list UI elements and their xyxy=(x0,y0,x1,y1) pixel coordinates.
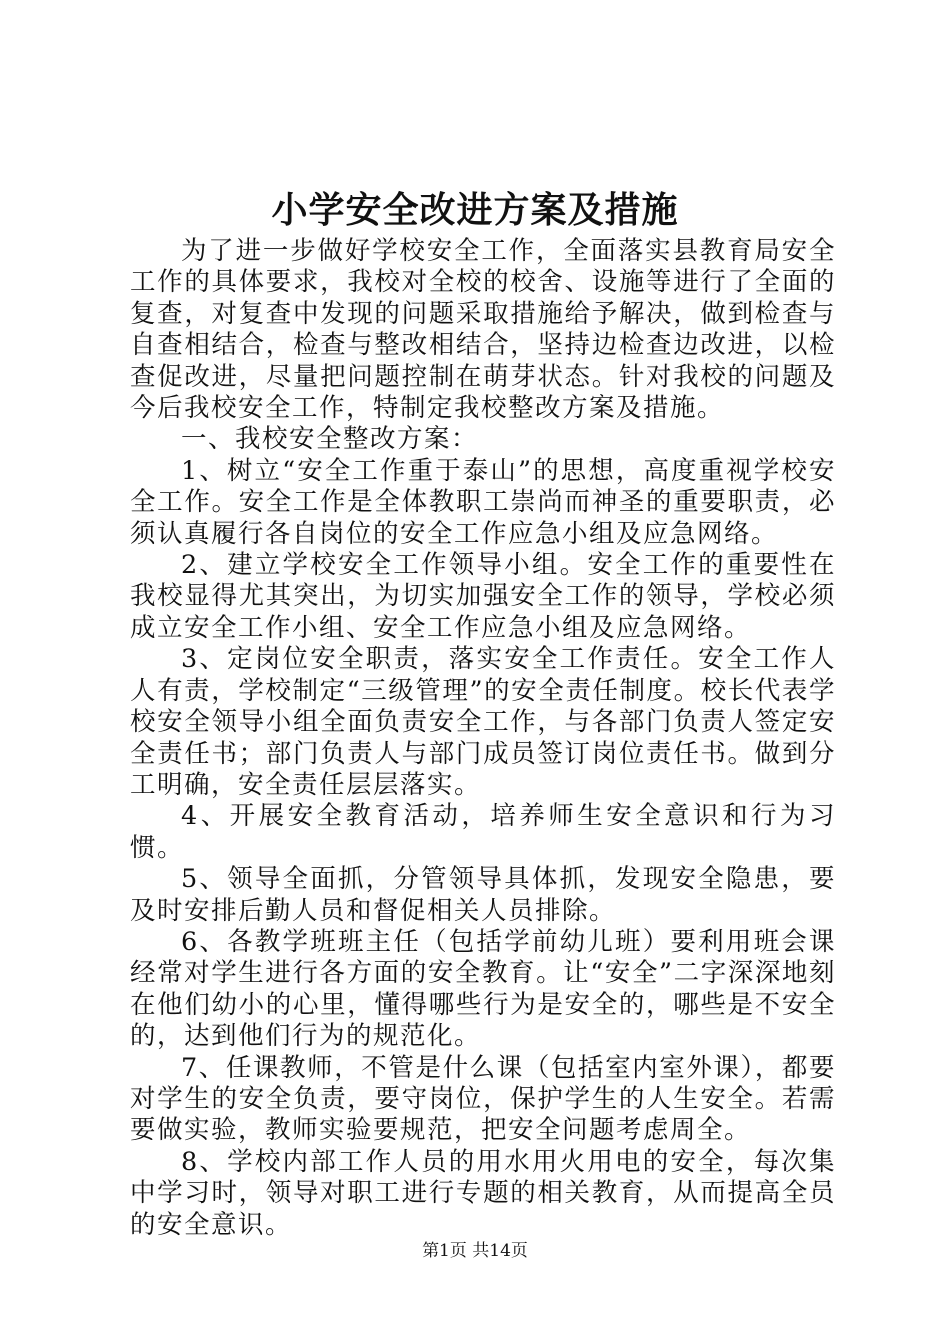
section-heading: 一、我校安全整改方案： xyxy=(181,424,479,455)
list-item-7: 7、任课教师，不管是什么课（包括室内室外课），都要对学生的安全负责，要守岗位，保护学生的人生安全。若需要做实验，教师实验要规范，把安全问题考虑周全。 xyxy=(130,1052,836,1146)
list-item-1: 1、树立“安全工作重于泰山”的思想，高度重视学校安全工作。安全工作是全体教职工崇尚而神圣的重要职责，必须认真履行各自岗位的安全工作应急小组及应急网络。 xyxy=(130,455,836,549)
page-title: 小学安全改进方案及措施 xyxy=(271,189,679,231)
list-item-5: 5、领导全面抓，分管领导具体抓，发现安全隐患，要及时安排后勤人员和督促相关人员排除。 xyxy=(130,864,836,926)
list-item-3: 3、定岗位安全职责，落实安全工作责任。安全工作人人有责，学校制定“三级管理”的安全责任制度。校长代表学校安全领导小组全面负责安全工作，与各部门负责人签定安全责任书；部门负责人与部门成员签订岗位责任书。做到分工明确，安全责任层层落实。 xyxy=(130,644,836,800)
document-body xyxy=(130,236,836,1241)
list-item-4: 4、开展安全教育活动，培养师生安全意识和行为习惯。 xyxy=(130,801,836,863)
page-number-footer: 第1页 共14页 xyxy=(422,1241,528,1261)
list-item-2: 2、建立学校安全工作领导小组。安全工作的重要性在我校显得尤其突出，为切实加强安全工作的领导，学校必须成立安全工作小组、安全工作应急小组及应急网络。 xyxy=(130,550,836,643)
paragraph-intro: 为了进一步做好学校安全工作，全面落实县教育局安全工作的具体要求，我校对全校的校舍、设施等进行了全面的复查，对复查中发现的问题采取措施给予解决，做到检查与自查相结合，检查与整改相结合，坚持边检查边改进，以检查促改进，尽量把问题控制在萌芽状态。针对我校的问题及今后我校安全工作，特制定我校整改方案及措施。 xyxy=(130,236,836,424)
list-item-6: 6、各教学班班主任（包括学前幼儿班）要利用班会课经常对学生进行各方面的安全教育。让“安全”二字深深地刻在他们幼小的心里，懂得哪些行为是安全的，哪些是不安全的，达到他们行为的规范化。 xyxy=(130,926,836,1052)
list-item-8: 8、学校内部工作人员的用水用火用电的安全，每次集中学习时，领导对职工进行专题的相关教育，从而提高全员的安全意识。 xyxy=(130,1146,836,1240)
